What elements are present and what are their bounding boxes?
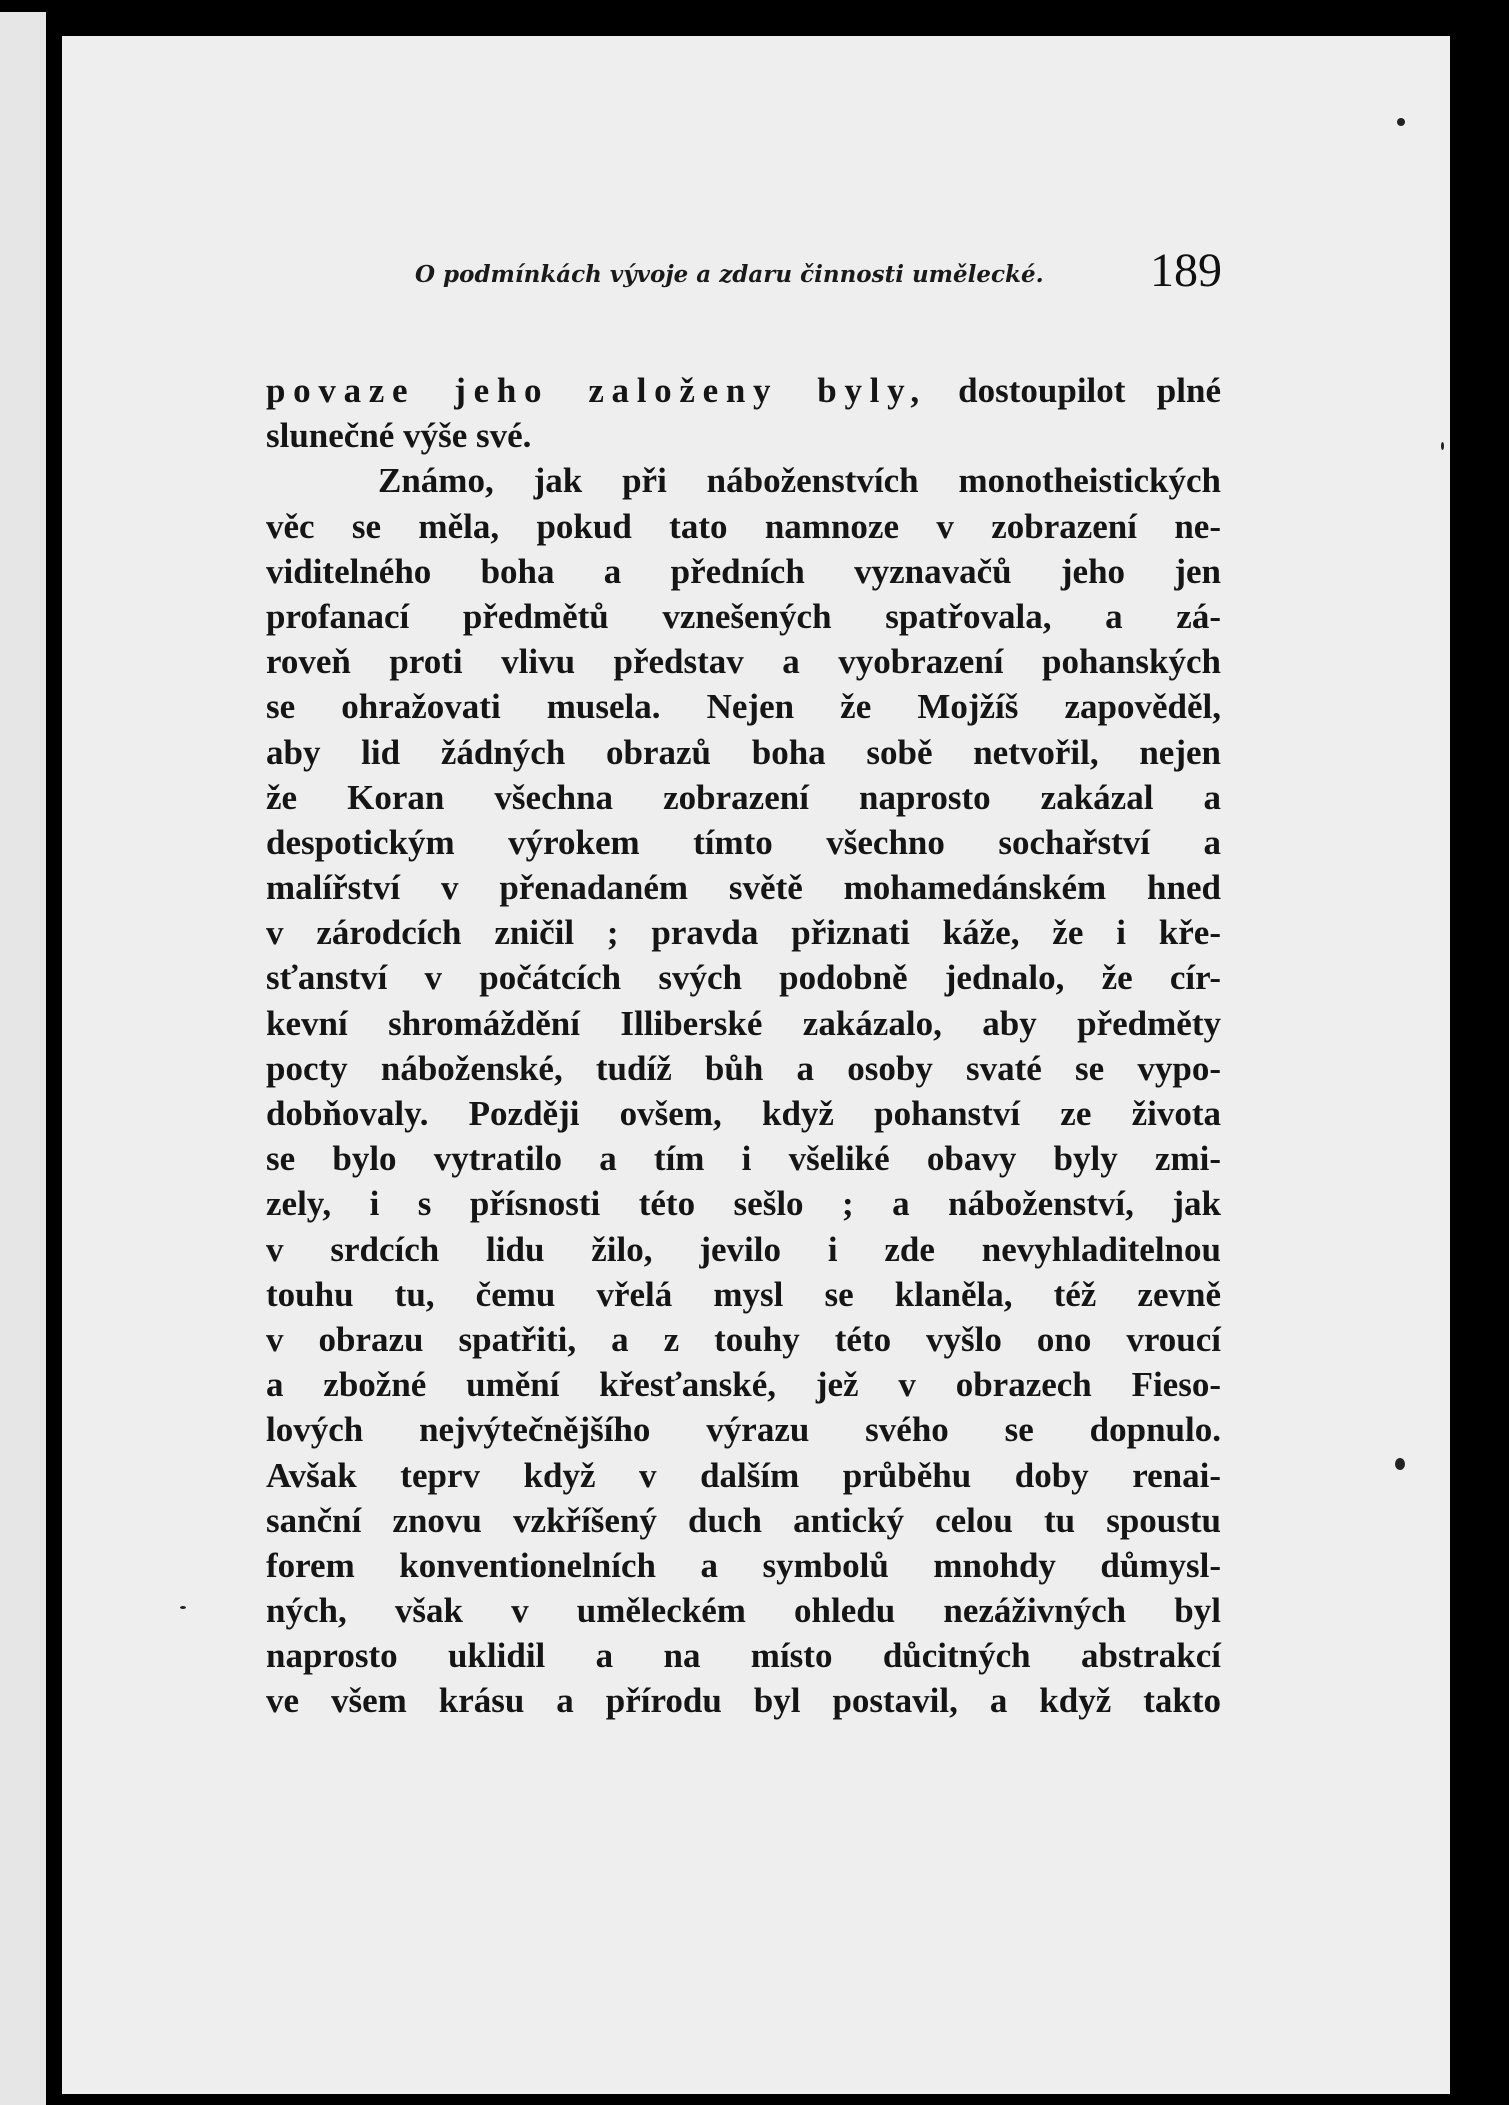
text-line: forem konventionelních a symbolů mnohdy důmysl- <box>266 1545 1221 1585</box>
spaced-emphasis: povaze jeho založeny byly, <box>266 371 927 410</box>
text-line: že Koran všechna zobrazení naprosto zakázal a <box>266 777 1221 817</box>
dust-speck <box>1395 1458 1405 1470</box>
facing-page-edge <box>0 12 46 2105</box>
page-number: 189 <box>1150 244 1222 297</box>
text-line: viditelného boha a předních vyznavačů jeho jen <box>266 551 1221 591</box>
body-text <box>266 368 1221 1724</box>
dust-speck <box>1397 118 1405 126</box>
text-line: pocty náboženské, tudíž bůh a osoby svaté se vypo- <box>266 1048 1221 1088</box>
text-line: sťanství v počátcích svých podobně jednalo, že cír- <box>266 958 1221 998</box>
text-line: slunečné výše své. <box>266 416 532 456</box>
text-line: sanční znovu vzkříšený duch antický celou tu spoustu <box>266 1500 1221 1540</box>
running-title: O podmínkách vývoje a zdaru činnosti umělecké. <box>415 261 1044 288</box>
text-line: dobňovaly. Později ovšem, když pohanství ze života <box>266 1094 1221 1133</box>
text-line: despotickým výrokem tímto všechno sochařství a <box>266 822 1221 862</box>
page-header <box>415 243 1425 313</box>
text-line: lových nejvýtečnějšího výrazu svého se dopnulo. <box>266 1410 1221 1450</box>
text-line: Avšak teprv když v dalším průběhu doby renai- <box>266 1455 1221 1495</box>
text-line: malířství v přenadaném světě mohamedánském hned <box>266 868 1221 908</box>
text-line: v zárodcích zničil ; pravda přiznati káže, že i kře- <box>266 913 1221 953</box>
text-line: ných, však v uměleckém ohledu nezáživných byl <box>266 1591 1221 1631</box>
text-line: a zbožné umění křesťanské, jež v obrazech Fieso- <box>266 1365 1221 1405</box>
text-line <box>266 368 1221 413</box>
dust-speck <box>1441 442 1444 450</box>
text-line: profanací předmětů vznešených spatřovala, a zá- <box>266 596 1221 636</box>
text-line: zely, i s přísnosti této sešlo ; a náboženství, jak <box>266 1184 1221 1224</box>
text-line: v srdcích lidu žilo, jevilo i zde nevyhladitelnou <box>266 1229 1221 1269</box>
text-line: se bylo vytratilo a tím i všeliké obavy byly zmi- <box>266 1139 1221 1179</box>
text-line-rest: dostoupilot plné <box>926 371 1221 410</box>
text-line: věc se měla, pokud tato namnoze v zobrazení ne- <box>266 506 1221 546</box>
text-line: touhu tu, čemu vřelá mysl se klaněla, též zevně <box>266 1274 1221 1314</box>
text-line: naprosto uklidil a na místo důcitných abstrakcí <box>266 1636 1221 1676</box>
text-line: kevní shromáždění Illiberské zakázalo, aby předměty <box>266 1003 1221 1043</box>
text-line: roveň proti vlivu představ a vyobrazení pohanských <box>266 642 1221 682</box>
text-line: Známo, jak při náboženstvích monotheistických <box>378 461 1221 501</box>
text-line: se ohražovati musela. Nejen že Mojžíš zapověděl, <box>266 687 1221 727</box>
text-line: v obrazu spatřiti, a z touhy této vyšlo ono vroucí <box>266 1319 1221 1359</box>
text-line: ve všem krásu a přírodu byl postavil, a když takto <box>266 1681 1221 1721</box>
dust-speck <box>180 1606 186 1609</box>
text-line: aby lid žádných obrazů boha sobě netvořil, nejen <box>266 732 1221 772</box>
